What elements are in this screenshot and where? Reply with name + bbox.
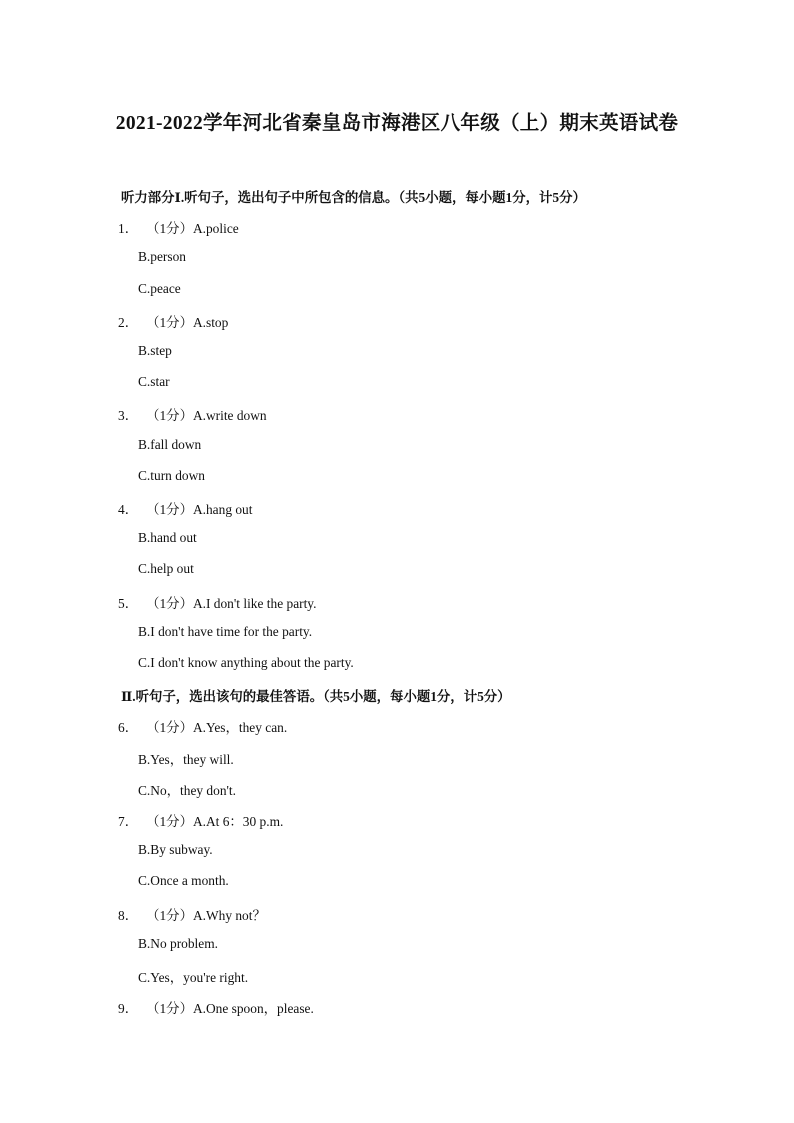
answer-option: A.write down	[192, 408, 267, 424]
answer-option: C.Yes，you're right.	[138, 970, 249, 985]
answer-option: B.fall down	[138, 436, 202, 452]
question-number: 3．	[118, 408, 139, 424]
question-item	[118, 593, 317, 612]
question-item	[118, 405, 267, 424]
question-item	[118, 312, 228, 331]
answer-option: B.Yes，they will.	[138, 751, 234, 767]
section-heading: 听力部分Ⅰ.听句子，选出句子中所包含的信息。（共5小题，每小题1分，计5分）	[121, 190, 586, 205]
answer-option: B.By subway.	[138, 842, 213, 858]
question-score: （1分）	[146, 502, 193, 517]
answer-option: B.hand out	[138, 530, 197, 546]
answer-option: A.One spoon，please.	[192, 1001, 314, 1017]
answer-option: A.Why not？	[192, 907, 266, 923]
question-item	[118, 998, 314, 1017]
answer-option: B.I don't have time for the party.	[138, 623, 313, 639]
question-number: 2．	[118, 314, 139, 330]
document-title: 2021-2022学年河北省秦皇岛市海港区八年级（上）期末英语试卷	[115, 113, 679, 134]
question-item	[118, 499, 252, 518]
question-number: 4．	[118, 502, 139, 517]
question-number: 1．	[118, 221, 139, 237]
answer-option: A.Yes，they can.	[192, 720, 288, 736]
question-score: （1分）	[146, 314, 193, 330]
answer-option: A.At 6：30 p.m.	[192, 814, 284, 829]
question-number: 8．	[118, 907, 139, 923]
question-score: （1分）	[146, 221, 193, 237]
answer-option: B.No problem.	[138, 935, 218, 951]
question-score: （1分）	[146, 720, 193, 736]
answer-option: C.star	[138, 374, 170, 390]
answer-option: C.turn down	[138, 467, 205, 483]
question-score: （1分）	[146, 595, 193, 611]
question-score: （1分）	[146, 814, 193, 829]
question-item	[118, 905, 266, 924]
answer-option: A.police	[192, 221, 239, 237]
answer-option: A.hang out	[192, 502, 253, 517]
question-number: 9．	[118, 1001, 139, 1017]
section-heading: Ⅱ.听句子，选出该句的最佳答语。（共5小题，每小题1分，计5分）	[121, 689, 511, 705]
answer-option: A.I don't like the party.	[192, 595, 317, 611]
question-score: （1分）	[146, 408, 193, 424]
answer-option: C.Once a month.	[138, 873, 229, 889]
question-score: （1分）	[146, 907, 193, 923]
question-item	[118, 811, 283, 830]
question-number: 5．	[118, 595, 139, 611]
answer-option: A.stop	[192, 314, 229, 330]
answer-option: B.step	[138, 343, 172, 358]
question-number: 7．	[118, 814, 139, 829]
answer-option: C.I don't know anything about the party.	[138, 655, 354, 670]
answer-option: C.No，they don't.	[138, 782, 237, 798]
answer-option: C.help out	[138, 561, 194, 577]
question-number: 6．	[118, 720, 139, 736]
answer-option: C.peace	[138, 280, 181, 296]
answer-option: B.person	[138, 249, 186, 265]
question-item	[118, 717, 287, 736]
question-score: （1分）	[146, 1001, 193, 1017]
question-item	[118, 218, 239, 237]
